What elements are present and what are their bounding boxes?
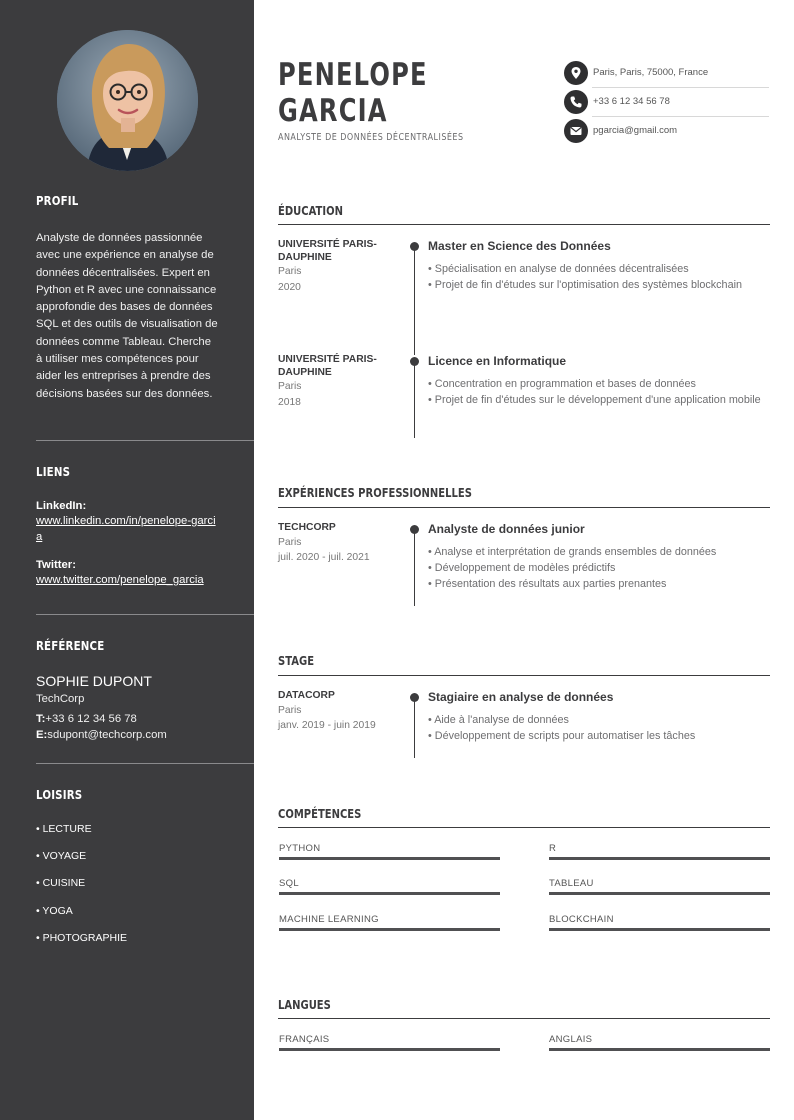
skill-bar-fill (549, 857, 770, 860)
hobbies-title: LOISIRS (36, 787, 83, 802)
skill-bar-fill (279, 928, 500, 931)
section-rule (278, 827, 770, 828)
skill-bar (549, 857, 770, 860)
phone-icon (564, 90, 588, 114)
job-title: ANALYSTE DE DONNÉES DÉCENTRALISÉES (278, 132, 464, 143)
section-rule (278, 675, 770, 676)
section-rule (278, 1018, 770, 1019)
hobbies-section (36, 787, 254, 958)
timeline-line (414, 528, 415, 606)
language-item (279, 1034, 500, 1045)
profile-title: PROFIL (36, 193, 79, 208)
language-bar-fill (549, 1048, 770, 1051)
bullet-item: • Développement de modèles prédictifs (428, 560, 768, 576)
bullet-item: • Développement de scripts pour automatiser les tâches (428, 728, 768, 744)
reference-phone-row (36, 711, 254, 727)
education-title: ÉDUCATION (278, 203, 343, 218)
bullet-item: • Analyse et interprétation de grands ensembles de données (428, 544, 768, 560)
bullet-item: • Présentation des résultats aux parties prenantes (428, 576, 768, 592)
language-bar (279, 1048, 500, 1051)
skill-name: R (549, 843, 557, 854)
sidebar-divider (36, 440, 254, 441)
entry-date: janv. 2019 - juin 2019 (278, 720, 376, 731)
twitter-label: Twitter: (36, 559, 76, 571)
hobby-item: • YOGA (36, 904, 73, 917)
profile-photo (57, 30, 198, 171)
entry-bullets (428, 376, 768, 408)
linkedin-label: LinkedIn: (36, 500, 87, 512)
entry-date: 2018 (278, 396, 301, 408)
skill-bar-fill (549, 892, 770, 895)
skill-name: BLOCKCHAIN (549, 914, 614, 925)
skill-name: MACHINE LEARNING (279, 914, 379, 925)
profile-text: Analyste de données passionnée avec une expérience en analyse de données décentralisées. Expert en Python et R avec une connaissance approfondie des bases de données SQL et des outils de visualisation de données comme Tableau. Cherche à utiliser mes compétences pour aider les entreprises à prendre des décisions basées sur des données. (36, 232, 218, 400)
entry-role: Master en Science des Données (428, 239, 611, 253)
skill-bar (549, 892, 770, 895)
skill-item (549, 914, 770, 925)
sidebar-divider (36, 763, 254, 764)
language-name: FRANÇAIS (279, 1034, 330, 1045)
entry-date: 2020 (278, 281, 301, 293)
reference-phone-label: T: (36, 713, 46, 725)
linkedin-link[interactable]: www.linkedin.com/in/penelope-garcia (36, 515, 216, 543)
language-bar-fill (279, 1048, 500, 1051)
entry-bullets (428, 544, 768, 592)
timeline-line (414, 360, 415, 438)
entry-org (278, 522, 398, 566)
entry-location: Paris (278, 704, 302, 716)
language-item (549, 1034, 770, 1045)
skill-bar (549, 928, 770, 931)
reference-email-label: E: (36, 729, 48, 741)
entry-org-name: DATACORP (278, 690, 335, 701)
skill-bar-fill (279, 857, 500, 860)
entry-bullets (428, 261, 768, 293)
skill-name: TABLEAU (549, 878, 594, 889)
entry-role: Licence en Informatique (428, 354, 567, 368)
skill-item (279, 914, 500, 925)
entry-role: Stagiaire en analyse de données (428, 690, 614, 704)
skills-title: COMPÉTENCES (278, 806, 362, 821)
entry-org-name: UNIVERSITÉ PARIS-DAUPHINE (278, 239, 377, 263)
entry-location: Paris (278, 536, 302, 548)
hobby-item: • PHOTOGRAPHIE (36, 931, 127, 944)
internship-title: STAGE (278, 653, 315, 668)
contact-email (564, 118, 769, 146)
skill-item (549, 878, 770, 889)
skill-bar (279, 928, 500, 931)
entry-role: Analyste de données junior (428, 522, 585, 536)
section-rule (278, 224, 770, 225)
reference-email: sdupont@techcorp.com (47, 729, 167, 741)
location-pin-icon (564, 61, 588, 85)
entry-date: juil. 2020 - juil. 2021 (278, 552, 370, 563)
skill-bar (279, 857, 500, 860)
skill-name: SQL (279, 878, 299, 889)
reference-company: TechCorp (36, 693, 85, 705)
bullet-item: • Concentration en programmation et bases de données (428, 376, 768, 392)
contact-phone-text: +33 6 12 34 56 78 (593, 96, 670, 107)
reference-phone: +33 6 12 34 56 78 (45, 713, 137, 725)
entry-org (278, 354, 398, 410)
contact-email-text: pgarcia@gmail.com (593, 125, 678, 136)
language-bar (549, 1048, 770, 1051)
hobby-item: • LECTURE (36, 823, 92, 835)
contact-address (564, 60, 769, 88)
reference-email-row (36, 727, 254, 743)
bullet-item: • Spécialisation en analyse de données décentralisées (428, 261, 768, 277)
envelope-icon (564, 119, 588, 143)
entry-org (278, 690, 398, 734)
skill-item (549, 843, 770, 854)
entry-location: Paris (278, 266, 302, 277)
contact-divider (592, 116, 769, 117)
reference-section (36, 638, 254, 743)
skill-item (279, 878, 500, 889)
candidate-name (278, 57, 428, 129)
contact-address-text: Paris, Paris, 75000, France (593, 67, 709, 78)
experience-title: EXPÉRIENCES PROFESSIONNELLES (278, 485, 472, 500)
sidebar (0, 0, 254, 1120)
hobby-item: • VOYAGE (36, 850, 87, 863)
skill-name: PYTHON (279, 843, 321, 854)
entry-location: Paris (278, 381, 302, 392)
profile-section (36, 193, 254, 403)
timeline-line (414, 245, 415, 355)
reference-name: SOPHIE DUPONT (36, 673, 152, 689)
contact-divider (592, 87, 769, 88)
entry-org-name: UNIVERSITÉ PARIS-DAUPHINE (278, 354, 377, 378)
bullet-item: • Aide à l'analyse de données (428, 712, 768, 728)
skill-bar-fill (549, 928, 770, 931)
contact-phone (564, 89, 769, 117)
hobby-item: • CUISINE (36, 877, 86, 890)
languages-title: LANGUES (278, 997, 331, 1012)
skill-bar-fill (279, 892, 500, 895)
twitter-link[interactable]: www.twitter.com/penelope_garcia (36, 574, 204, 586)
links-title: LIENS (36, 464, 71, 479)
bullet-item: • Projet de fin d'études sur l'optimisation des systèmes blockchain (428, 277, 768, 293)
skill-bar (279, 892, 500, 895)
timeline-line (414, 696, 415, 758)
links-section (36, 464, 254, 588)
entry-org-name: TECHCORP (278, 522, 336, 533)
reference-title: RÉFÉRENCE (36, 638, 105, 653)
skill-item (279, 843, 500, 854)
bullet-item: • Projet de fin d'études sur le développement d'une application mobile (428, 392, 768, 408)
language-name: ANGLAIS (549, 1034, 593, 1045)
entry-bullets (428, 712, 768, 744)
name-last: GARCIA (278, 93, 388, 129)
name-first: PENELOPE (278, 57, 428, 93)
sidebar-divider (36, 614, 254, 615)
section-rule (278, 507, 770, 508)
entry-org (278, 239, 398, 295)
